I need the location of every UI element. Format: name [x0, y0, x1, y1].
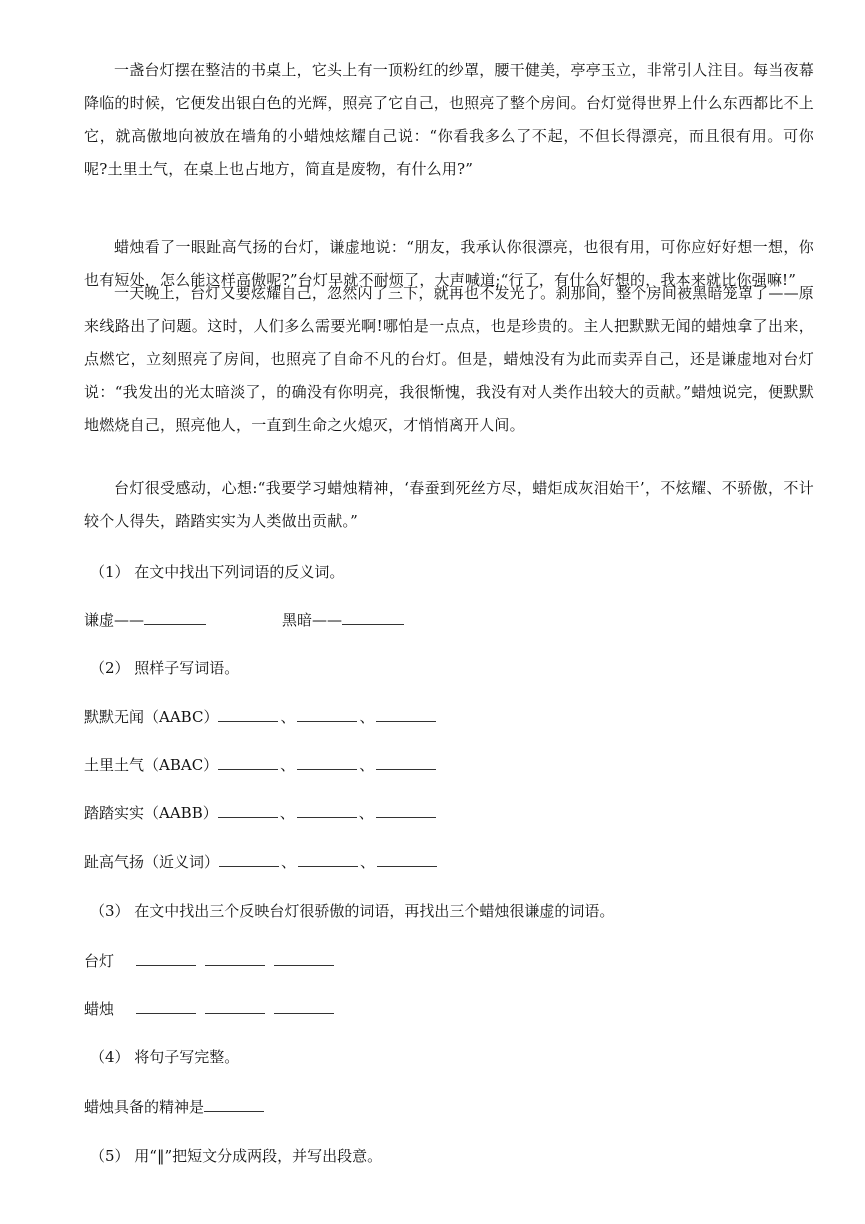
question-4-title: （4） 将句子写完整。	[90, 1048, 240, 1066]
q3-row-candle	[84, 998, 334, 1020]
q3-candle-blank-3[interactable]	[274, 999, 334, 1014]
q3-lamp-blank-2[interactable]	[205, 951, 265, 966]
question-1-title: （1） 在文中找出下列词语的反义词。	[90, 563, 345, 581]
q1-blank-modest[interactable]	[144, 610, 206, 625]
q1-blank-dark[interactable]	[342, 610, 404, 625]
q2-separator: 、	[359, 708, 375, 726]
q2-abac-blank-3[interactable]	[376, 755, 436, 770]
passage-paragraph-2: 蜡烛看了一眼趾高气扬的台灯，谦虚地说：“朋友，我承认你很漂亮，也很有用，可你应好好想一想，你也有短处，怎么能这样高傲呢?”台灯早就不耐烦了，大声喊道;“行了，有什么好想的，我本来就比你强嘛!”	[84, 238, 814, 289]
passage-paragraph-4: 台灯很受感动，心想:“我要学习蜡烛精神，‘春蚕到死丝方尽，蜡炬成灰泪始干’，不炫耀、不骄傲，不计较个人得失，踏踏实实为人类做出贡献。”	[84, 479, 814, 530]
question-1-answers	[84, 609, 404, 631]
question-5-title: （5） 用“‖”把短文分成两段，并写出段意。	[90, 1147, 383, 1165]
q2-aabb-blank-3[interactable]	[376, 803, 436, 818]
q2-abac-blank-2[interactable]	[297, 755, 357, 770]
q3-lamp-blank-3[interactable]	[274, 951, 334, 966]
question-3-title: （3） 在文中找出三个反映台灯很骄傲的词语，再找出三个蜡烛很谦虚的词语。	[90, 902, 615, 920]
q2-aabc-blank-1[interactable]	[218, 707, 278, 722]
q2-synonym-blank-2[interactable]	[298, 852, 358, 867]
q2-row-synonym	[84, 851, 437, 873]
q3-lamp-blank-1[interactable]	[136, 951, 196, 966]
q4-sentence-label: 蜡烛具备的精神是	[84, 1098, 205, 1116]
q2-aabc-blank-3[interactable]	[376, 707, 436, 722]
question-2-title: （2） 照样子写词语。	[90, 659, 240, 677]
q2-row-abac	[84, 754, 436, 776]
q2-row-aabb-label: 踏踏实实（AABB）	[84, 804, 218, 822]
q3-row-lamp-label: 台灯	[84, 952, 115, 970]
q2-row-abac-label: 土里土气（ABAC）	[84, 756, 219, 774]
q2-separator: 、	[358, 804, 374, 822]
q3-row-candle-label: 蜡烛	[84, 1000, 115, 1018]
q2-row-aabc-label: 默默无闻（AABC）	[84, 708, 219, 726]
q2-row-aabb	[84, 802, 436, 824]
q2-separator: 、	[281, 853, 297, 871]
q2-aabb-blank-1[interactable]	[218, 803, 278, 818]
q2-aabb-blank-2[interactable]	[297, 803, 357, 818]
q2-row-synonym-label: 趾高气扬（近义词）	[84, 853, 220, 871]
q3-row-lamp	[84, 950, 334, 972]
q2-separator: 、	[360, 853, 376, 871]
q3-candle-blank-2[interactable]	[205, 999, 265, 1014]
q1-item-dark-label: 黑暗——	[282, 611, 343, 629]
q2-row-aabc	[84, 706, 436, 728]
q2-separator: 、	[280, 708, 296, 726]
q1-item-modest-label: 谦虚——	[84, 611, 145, 629]
q2-abac-blank-1[interactable]	[218, 755, 278, 770]
q2-aabc-blank-2[interactable]	[297, 707, 357, 722]
q3-candle-blank-1[interactable]	[136, 999, 196, 1014]
q2-synonym-blank-1[interactable]	[219, 852, 279, 867]
q2-separator: 、	[280, 756, 296, 774]
q2-separator: 、	[279, 804, 295, 822]
passage-paragraph-3: 一天晚上，台灯又要炫耀自己，忽然闪了三下，就再也不发光了。刹那间，整个房间被黑暗笼罩了——原来线路出了问题。这时，人们多么需要光啊!哪怕是一点点，也是珍贵的。主人把默默无闻的蜡烛拿了出来，点燃它，立刻照亮了房间，也照亮了自命不凡的台灯。但是，蜡烛没有为此而卖弄自己，还是谦虚地对台灯说：“我发出的光太暗淡了，的确没有你明亮，我很惭愧，我没有对人类作出较大的贡献。”蜡烛说完，便默默地燃烧自己，照亮他人，一直到生命之火熄灭，才悄悄离开人间。	[84, 284, 814, 434]
q4-blank[interactable]	[204, 1097, 264, 1112]
q2-separator: 、	[359, 756, 375, 774]
q4-sentence-row	[84, 1096, 264, 1118]
q2-synonym-blank-3[interactable]	[377, 852, 437, 867]
passage-paragraph-1: 一盏台灯摆在整洁的书桌上，它头上有一顶粉红的纱罩，腰干健美，亭亭玉立，非常引人注目。每当夜幕降临的时候，它便发出银白色的光辉，照亮了它自己，也照亮了整个房间。台灯觉得世界上什么东西都比不上它，就高傲地向被放在墙角的小蜡烛炫耀自己说：“你看我多么了不起，不但长得漂亮，而且很有用。可你呢?土里土气，在桌上也占地方，简直是废物，有什么用?”	[84, 61, 814, 178]
